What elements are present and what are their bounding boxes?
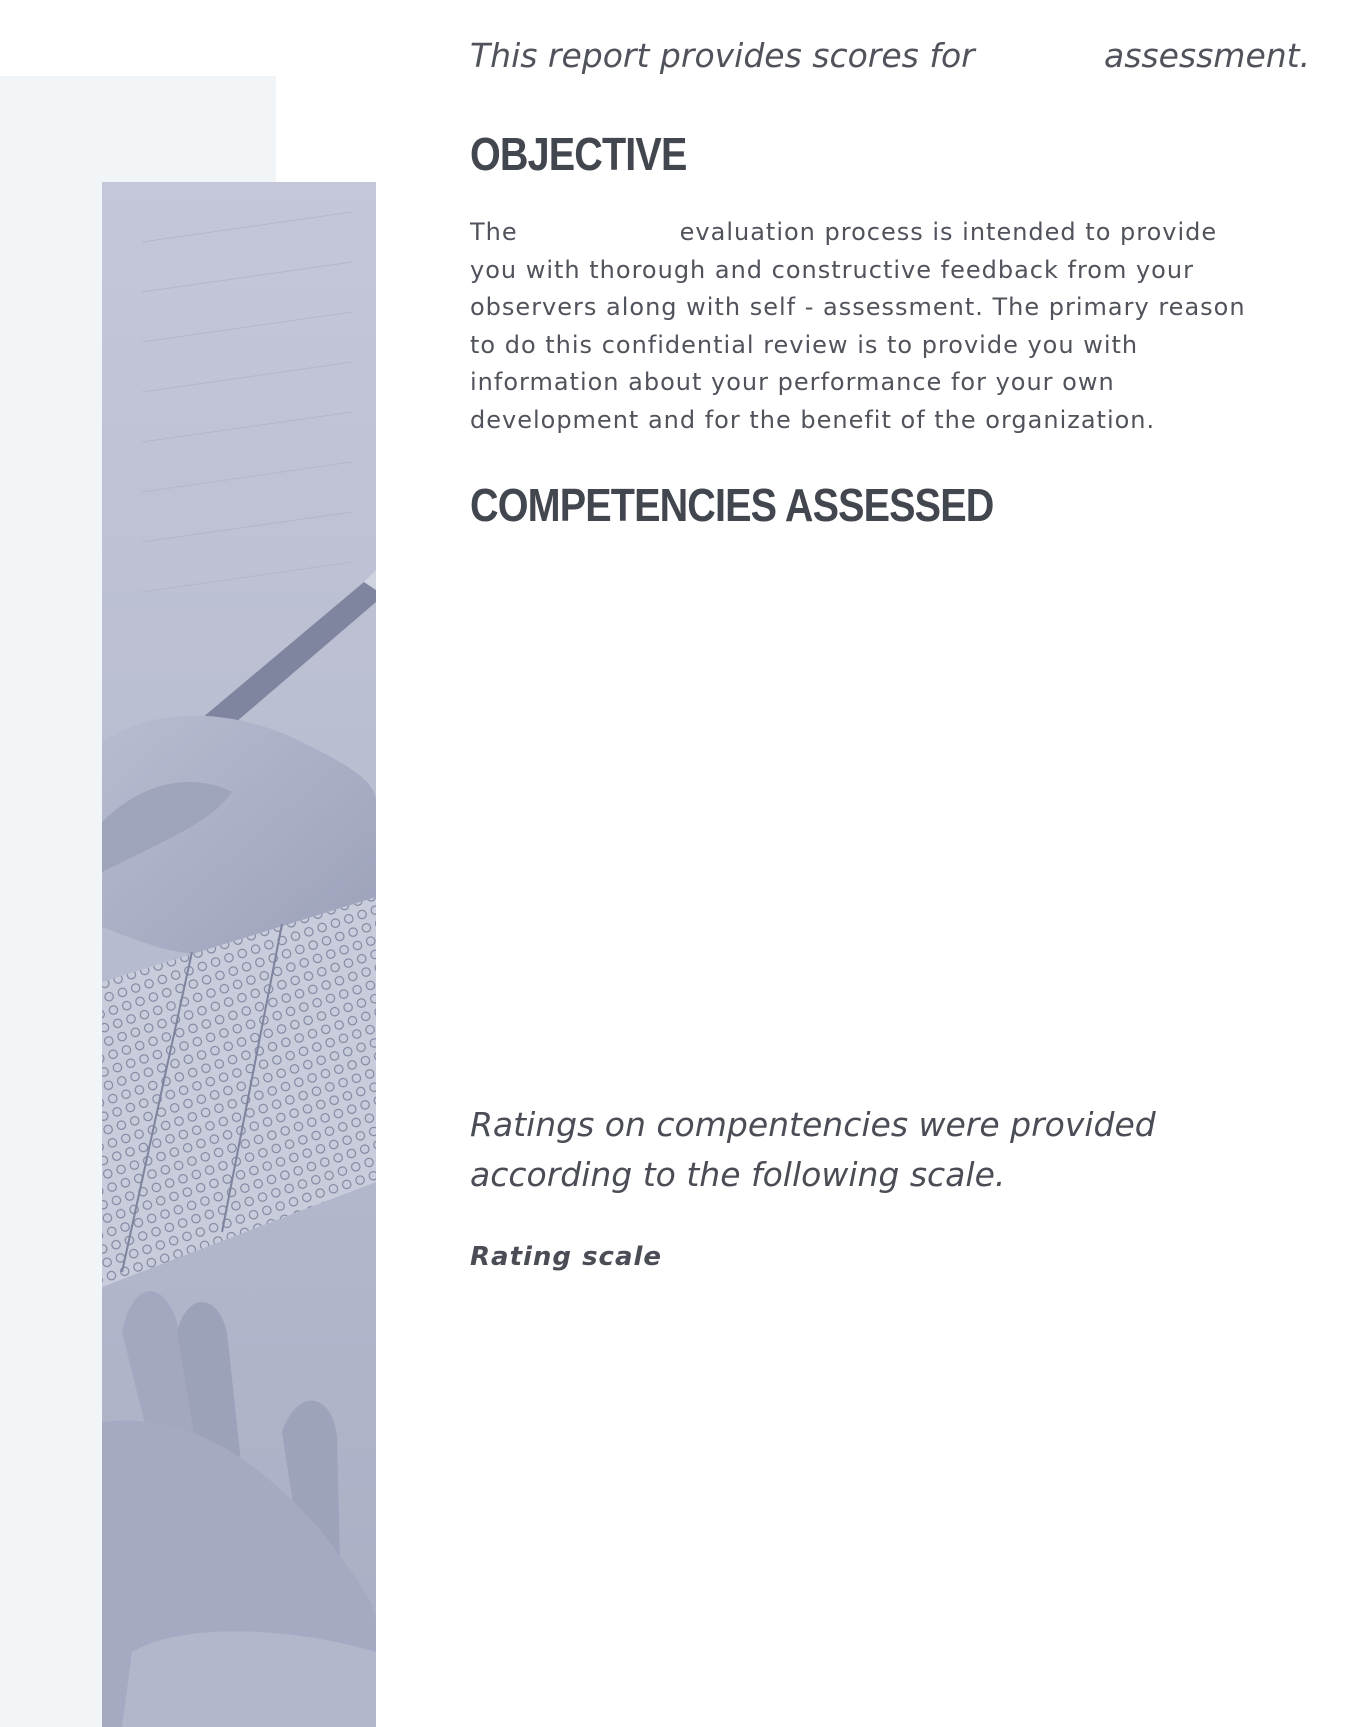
- objective-heading: OBJECTIVE: [470, 128, 687, 180]
- objective-line-1-end: evaluation process is intended to provide: [679, 218, 1218, 246]
- objective-line-3: observers along with self - assessment. The primary reason: [470, 293, 1246, 322]
- intro-sentence: [470, 30, 1311, 84]
- intro-text-after: assessment.: [1104, 36, 1311, 75]
- exam-photo: [102, 182, 376, 1727]
- rating-scale-label: Rating scale: [470, 1242, 663, 1272]
- objective-paragraph: [470, 214, 1270, 440]
- intro-text-before: This report provides scores for: [470, 36, 975, 75]
- ratings-intro: Ratings on compentencies were provided according to the following scale.: [470, 1105, 1156, 1194]
- objective-line-1: [470, 214, 1270, 252]
- objective-line-1-start: The: [470, 218, 518, 246]
- objective-line-2: you with thorough and constructive feedback from your: [470, 255, 1194, 284]
- objective-line-5: information about your performance for your own: [470, 368, 1115, 397]
- objective-line-6: development and for the benefit of the organization.: [470, 405, 1156, 434]
- competencies-heading: COMPETENCIES ASSESSED: [470, 479, 994, 531]
- objective-line-4: to do this confidential review is to provide you with: [470, 330, 1139, 359]
